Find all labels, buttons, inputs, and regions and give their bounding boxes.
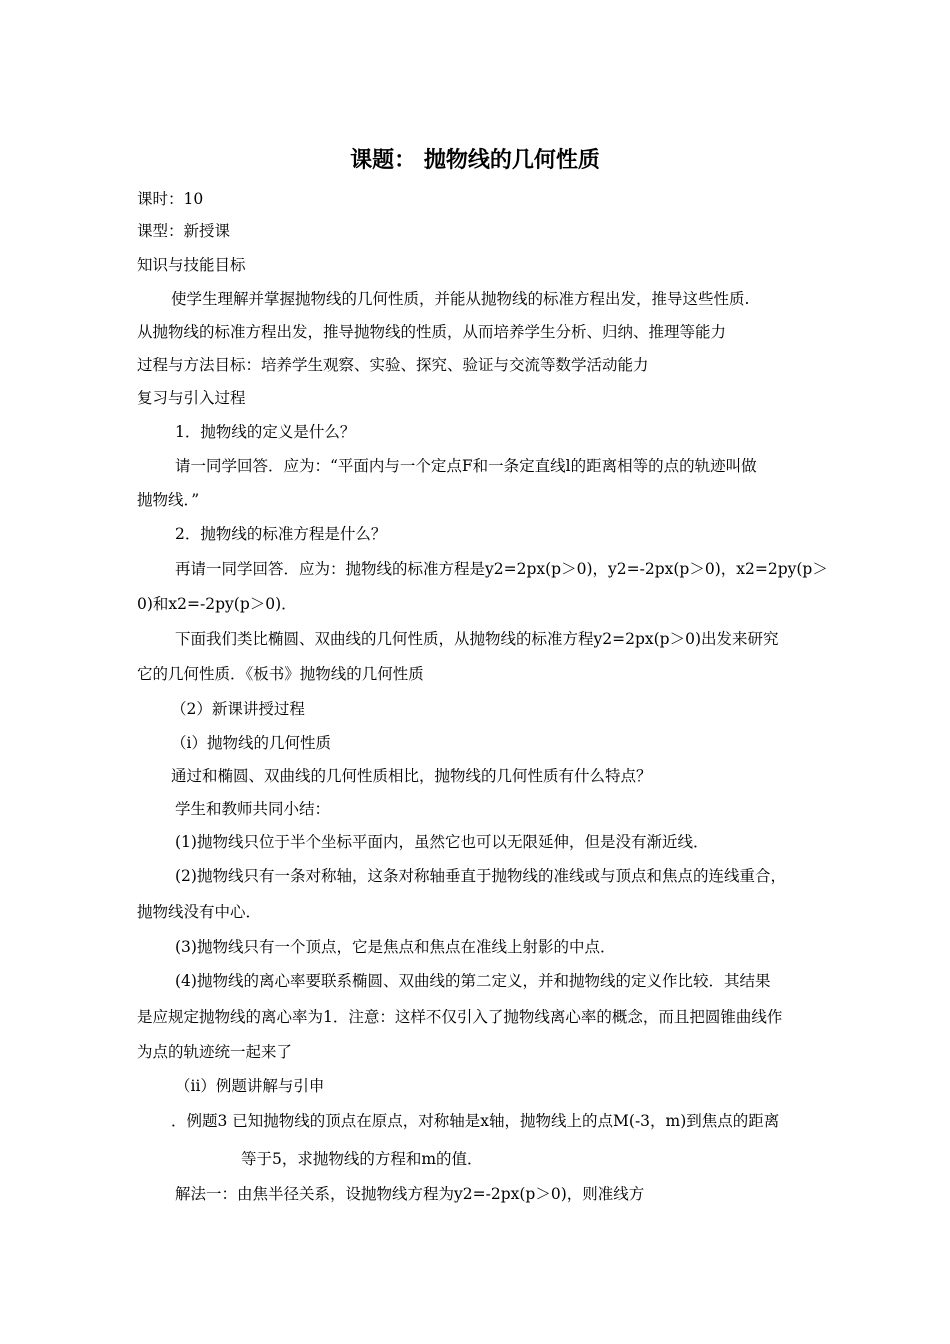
text-line: 抛物线．” <box>137 491 200 509</box>
question-2: 2．抛物线的标准方程是什么？ <box>175 525 387 543</box>
text-line: 下面我们类比椭圆、双曲线的几何性质，从抛物线的标准方程y2=2px(p＞0)出发来研究 <box>175 630 779 648</box>
section-heading-review: 复习与引入过程 <box>137 389 246 407</box>
property-1: (1)抛物线只位于半个坐标平面内，虽然它也可以无限延伸，但是没有渐近线． <box>175 833 709 851</box>
text-line: 它的几何性质．《板书》抛物线的几何性质 <box>137 665 424 683</box>
document-title: 课题： 抛物线的几何性质 <box>350 148 600 173</box>
property-3: (3)抛物线只有一个顶点，它是焦点和焦点在准线上射影的中点． <box>175 938 616 956</box>
lesson-type: 课型：新授课 <box>137 222 231 240</box>
text-line: 学生和教师共同小结： <box>175 800 331 818</box>
text-line: 0)和x2=-2py(p＞0)． <box>137 595 297 613</box>
section-heading-properties: （i）抛物线的几何性质 <box>171 734 331 752</box>
text-line: 通过和椭圆、双曲线的几何性质相比，抛物线的几何性质有什么特点？ <box>171 767 652 785</box>
question-1: 1．抛物线的定义是什么？ <box>175 423 356 441</box>
text-line: 是应规定抛物线的离心率为1．注意：这样不仅引入了抛物线离心率的概念，而且把圆锥曲线作 <box>137 1008 783 1026</box>
section-heading-examples: （ii）例题讲解与引申 <box>175 1077 325 1095</box>
text-line: 等于5，求抛物线的方程和m的值． <box>241 1150 483 1168</box>
solution-1: 解法一：由焦半径关系，设抛物线方程为y2=-2px(p＞0)，则准线方 <box>175 1185 645 1203</box>
text-line: 再请一同学回答．应为：抛物线的标准方程是y2=2px(p＞0)，y2=-2px(p＞0)，x2=2py(p＞ <box>175 560 828 578</box>
section-heading-new-lesson: （2）新课讲授过程 <box>171 700 305 718</box>
text-line: 过程与方法目标：培养学生观察、实验、探究、验证与交流等数学活动能力 <box>137 356 649 374</box>
text-line: 从抛物线的标准方程出发，推导抛物线的性质，从而培养学生分析、归纳、推理等能力 <box>137 323 727 341</box>
section-heading-knowledge-goals: 知识与技能目标 <box>137 256 246 274</box>
property-2: (2)抛物线只有一条对称轴，这条对称轴垂直于抛物线的准线或与顶点和焦点的连线重合， <box>175 867 786 885</box>
property-4: (4)抛物线的离心率要联系椭圆、双曲线的第二定义，并和抛物线的定义作比较．其结果 <box>175 972 771 990</box>
text-line: 使学生理解并掌握抛物线的几何性质，并能从抛物线的标准方程出发，推导这些性质. <box>171 290 750 308</box>
text-line: 请一同学回答．应为：“平面内与一个定点F和一条定直线l的距离相等的点的轨迹叫做 <box>175 457 757 475</box>
lesson-hours: 课时：10 <box>137 190 204 208</box>
example-3: ．例题3 已知抛物线的顶点在原点，对称轴是x轴，抛物线上的点M(-3，m)到焦点的距离 <box>171 1112 780 1130</box>
text-line: 抛物线没有中心． <box>137 903 262 921</box>
text-line: 为点的轨迹统一起来了 <box>137 1043 293 1061</box>
